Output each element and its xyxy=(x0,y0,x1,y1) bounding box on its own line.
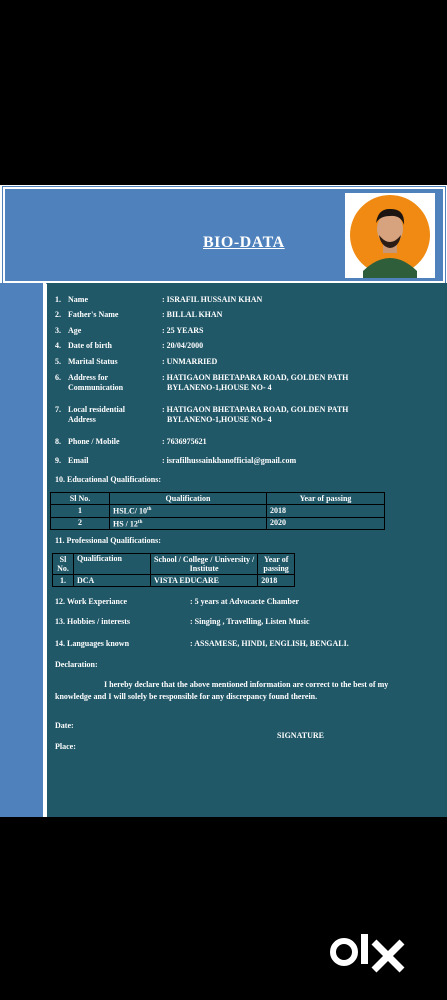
field-label: Age xyxy=(68,326,82,335)
declaration-line1: I hereby declare that the above mentioned information are correct to the best of my xyxy=(104,680,389,689)
field-label-cont: Address xyxy=(68,415,96,424)
biodata-document xyxy=(0,185,447,817)
table-cell xyxy=(110,517,267,530)
table-header xyxy=(53,554,74,575)
field-label: Name xyxy=(68,295,88,304)
field-number: 6. xyxy=(55,373,61,382)
table-row xyxy=(51,505,385,518)
school-label: School / College / University / xyxy=(154,555,255,564)
field-value: : HATIGAON BHETAPARA ROAD, GOLDEN PATH xyxy=(162,405,349,414)
year-label: Year of xyxy=(263,555,289,564)
table-header-row xyxy=(53,554,295,575)
field-number: 5. xyxy=(55,357,61,366)
field-label: Father's Name xyxy=(68,310,119,319)
passing-label: passing xyxy=(263,564,289,573)
table-header xyxy=(151,554,258,575)
hobbies-label: 13. Hobbies / interests xyxy=(55,617,130,626)
work-label: 12. Work Experiance xyxy=(55,597,128,606)
field-value: : israfilhussainkhanofficial@gmail.com xyxy=(162,456,297,465)
education-heading: 10. Educational Qualifications: xyxy=(55,475,162,484)
field-value: : 25 YEARS xyxy=(162,326,204,335)
table-cell: VISTA EDUCARE xyxy=(151,575,258,587)
table-cell: 2018 xyxy=(258,575,295,587)
table-cell: DCA xyxy=(74,575,151,587)
left-accent-bar xyxy=(0,283,46,817)
field-label: Phone / Mobile xyxy=(68,437,120,446)
details-panel xyxy=(47,283,447,817)
languages-label: 14. Languages known xyxy=(55,639,130,648)
field-number: 2. xyxy=(55,310,61,319)
table-cell: 2018 xyxy=(267,505,385,518)
superscript: th xyxy=(147,507,152,512)
field-value: : ISRAFIL HUSSAIN KHAN xyxy=(162,295,263,304)
field-number: 4. xyxy=(55,341,61,350)
field-number: 1. xyxy=(55,295,61,304)
sl-label: Sl xyxy=(59,555,67,564)
field-number: 3. xyxy=(55,326,61,335)
field-value-cont: BYLANENO-1,HOUSE NO- 4 xyxy=(167,415,272,424)
field-label: Email xyxy=(68,456,89,465)
table-cell: 2 xyxy=(51,517,110,530)
no-label: No. xyxy=(57,564,69,573)
professional-table xyxy=(52,553,295,587)
table-row xyxy=(51,517,385,530)
header-banner xyxy=(3,187,445,283)
field-value-cont: BYLANENO-1,HOUSE NO- 4 xyxy=(167,383,272,392)
hobbies-value: : Singing , Travelling, Listen Music xyxy=(190,617,310,626)
table-cell xyxy=(110,505,267,518)
field-number: 7. xyxy=(55,405,61,414)
qualification-text: HS / 12 xyxy=(113,519,138,529)
field-label: Address for xyxy=(68,373,109,382)
profile-photo xyxy=(345,193,435,278)
declaration-line2: knowledge and I will solely be responsible for any discrepancy found therein. xyxy=(55,692,318,701)
field-label: Local residential xyxy=(68,405,125,414)
institute-label: Institute xyxy=(189,564,219,573)
education-table xyxy=(50,492,385,530)
field-value: : BILLAL KHAN xyxy=(162,310,223,319)
table-cell: 2020 xyxy=(267,517,385,530)
field-number: 9. xyxy=(55,456,61,465)
table-header: Qualification xyxy=(110,493,267,505)
place-label: Place: xyxy=(55,742,76,751)
olx-watermark-logo xyxy=(330,928,415,976)
table-cell: 1. xyxy=(53,575,74,587)
table-header-row xyxy=(51,493,385,505)
languages-value: : ASSAMESE, HINDI, ENGLISH, BENGALI. xyxy=(190,639,349,648)
field-value: : HATIGAON BHETAPARA ROAD, GOLDEN PATH xyxy=(162,373,349,382)
table-header: Qualification xyxy=(74,554,151,575)
table-row xyxy=(53,575,295,587)
field-label-cont: Communication xyxy=(68,383,124,392)
table-header: Year of passing xyxy=(267,493,385,505)
field-value: : 7636975621 xyxy=(162,437,207,446)
work-value: : 5 years at Advocacte Chamber xyxy=(190,597,300,606)
field-value: : UNMARRIED xyxy=(162,357,218,366)
field-label: Date of birth xyxy=(68,341,112,350)
signature-label: SIGNATURE xyxy=(277,731,324,740)
professional-heading: 11. Professional Qualifications: xyxy=(55,536,161,545)
qualification-text: HSLC/ 10 xyxy=(113,506,148,516)
field-label: Marital Status xyxy=(68,357,118,366)
declaration-heading: Declaration: xyxy=(55,660,98,669)
table-header: Sl No. xyxy=(51,493,110,505)
table-header xyxy=(258,554,295,575)
field-number: 8. xyxy=(55,437,61,446)
document-title: BIO-DATA xyxy=(203,234,285,251)
date-label: Date: xyxy=(55,721,74,730)
superscript: th xyxy=(137,519,143,525)
table-cell: 1 xyxy=(51,505,110,518)
field-value: : 20/04/2000 xyxy=(162,341,204,350)
